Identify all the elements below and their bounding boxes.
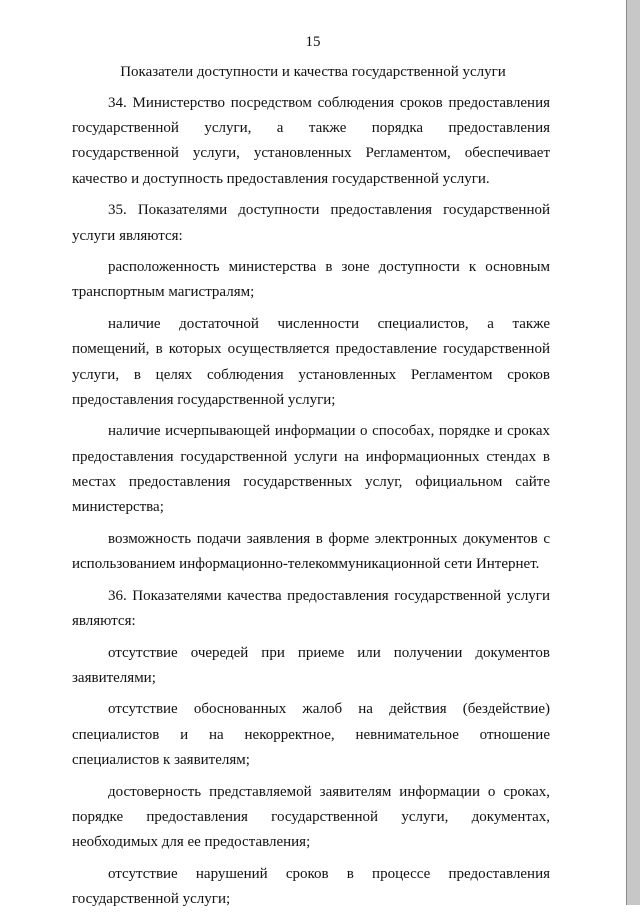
document-body — [72, 91, 550, 919]
page-edge-line — [626, 0, 627, 905]
paragraph-36: 36. Показателями качества предоставления государственной услуги являются: — [72, 587, 550, 629]
list-item: отсутствие обоснованных жалоб на действия (бездействие) специалистов и на некорректное, невнимательное отношение специалистов к заявителям; — [72, 701, 550, 768]
list-item: наличие достаточной численности специалистов, а также помещений, в которых осуществляется предоставление государственной услуги, в целях соблюдения установленных Регламентом сроков предоставления государственной услуги; — [72, 316, 550, 408]
page-edge-shadow — [626, 0, 640, 905]
list-item: достоверность представляемой заявителям информации о сроках, порядке предоставления государственной услуги, документах, необходимых для ее предоставления; — [72, 783, 550, 850]
list-item: отсутствие нарушений сроков в процессе предоставления государственной услуги; — [72, 865, 550, 907]
paragraph-34: 34. Министерство посредством соблюдения сроков предоставления государственной услуги, а также порядка предоставления государственной услуги, установленных Регламентом, обеспечивает качество и доступность предоставления государственной услуги. — [72, 95, 550, 187]
list-item: расположенность министерства в зоне доступности к основным транспортным магистралям; — [72, 259, 550, 301]
page-number: 15 — [305, 34, 321, 50]
list-item: возможность подачи заявления в форме электронных документов с использованием информационно-телекоммуникационной сети Интернет. — [72, 530, 550, 572]
list-item: отсутствие очередей при приеме или получении документов заявителями; — [72, 644, 550, 686]
list-item: наличие исчерпывающей информации о способах, порядке и сроках предоставления государственной услуги на информационных стендах в местах предоставления государственных услуг, официальном сайте министерства; — [72, 423, 550, 516]
paragraph-35: 35. Показателями доступности предоставления государственной услуги являются: — [72, 202, 550, 244]
section-heading: Показатели доступности и качества государственной услуги — [120, 64, 506, 80]
